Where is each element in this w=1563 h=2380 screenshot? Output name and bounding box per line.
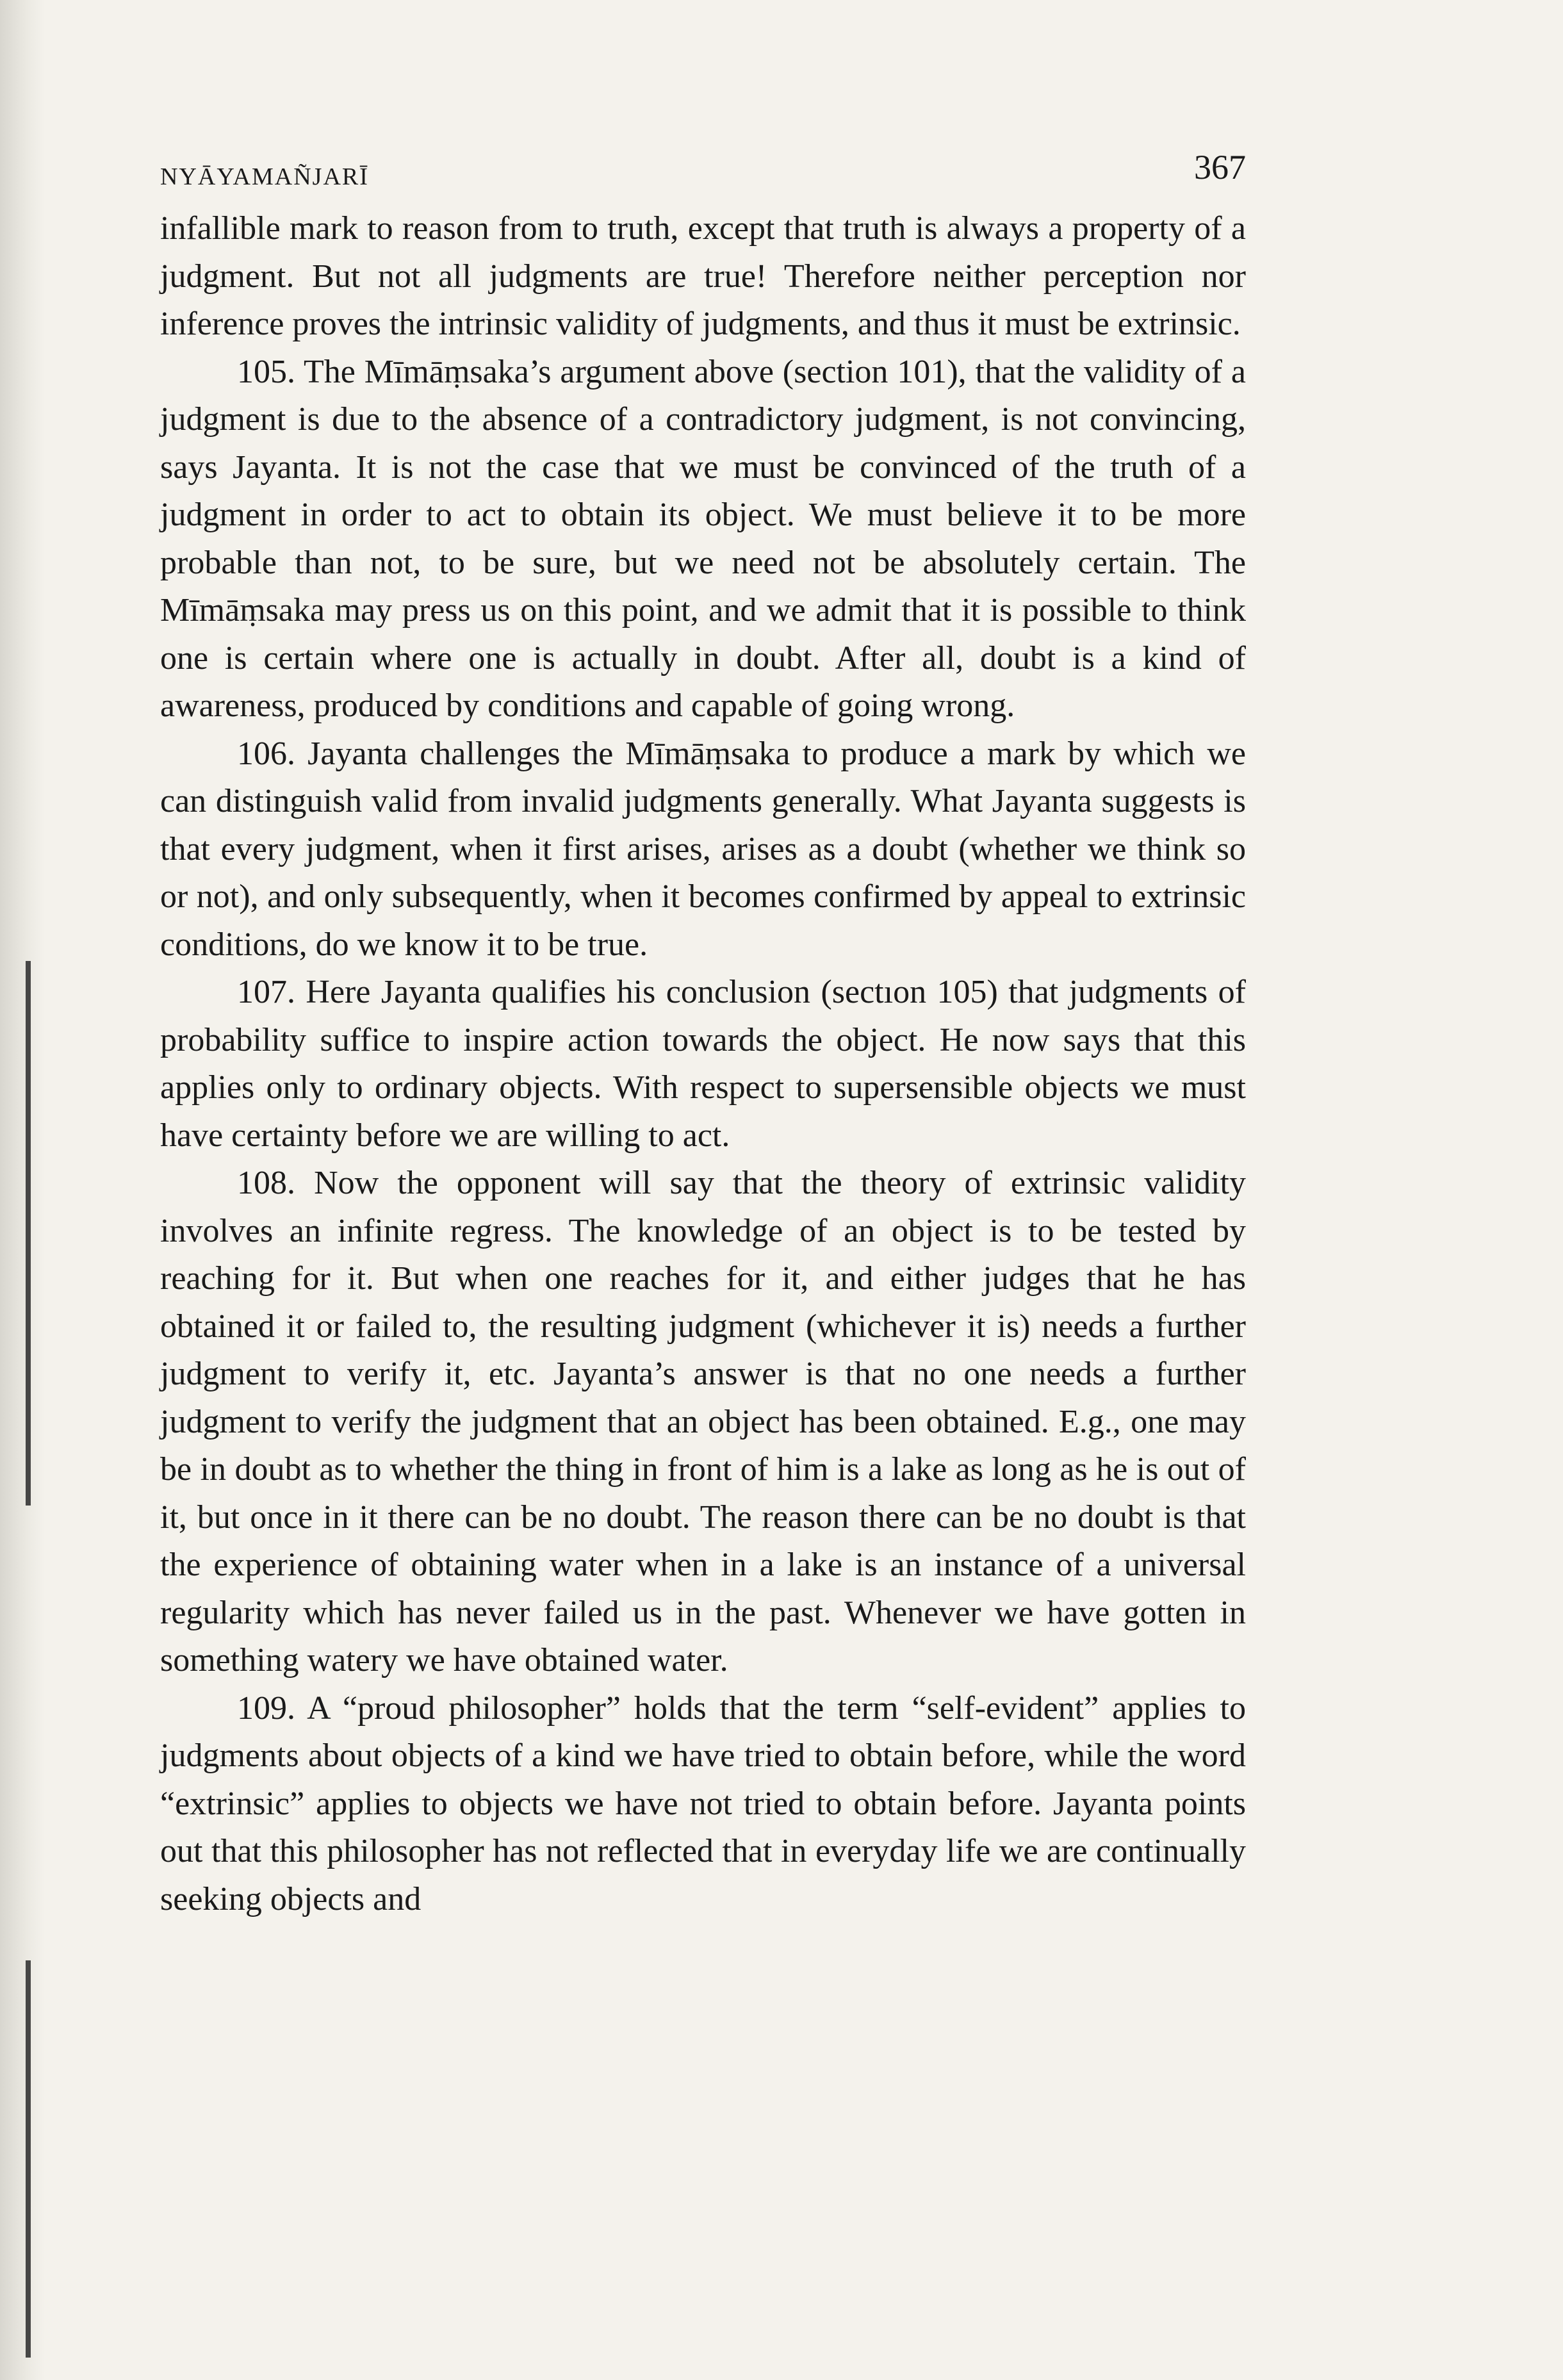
running-title: NYĀYAMAÑJARĪ: [160, 163, 369, 190]
paragraph-108: 108. Now the opponent will say that the theory of extrinsic validity involves an infinite regress. The knowledge of an object is to be tested by reaching for it. But when one reaches for it, and either judges that he has obtained it or failed to, the resulting judgment (whichever it is) needs a further judgment to verify it, etc. Jayanta’s answer is that no one needs a further judgment to verify the judgment that an object has been obtained. E.g., one may be in doubt as to whether the thing in front of him is a lake as long as he is out of it, but once in it there can be no doubt. The reason there can be no doubt is that the experience of obtaining water when in a lake is an instance of a universal regularity which has never failed us in the past. Whenever we have gotten in something watery we have obtained water.: [160, 1165, 1246, 1678]
paragraph-105: 105. The Mīmāṃsaka’s argument above (section 101), that the validity of a judgment is due to the absence of a contradictory judgment, is not convincing, says Jayanta. It is not the case that we must be convinced of the truth of a judgment in order to act to obtain its object. We must believe it to be more probable than not, to be sure, but we need not be absolutely certain. The Mīmāṃsaka may press us on this point, and we admit that it is possible to think one is certain where one is actually in doubt. After all, doubt is a kind of awareness, produced by conditions and capable of going wrong.: [160, 353, 1246, 724]
paragraph-106: 106. Jayanta challenges the Mīmāṃsaka to produce a mark by which we can distinguish valid from invalid judgments generally. What Jayanta suggests is that every judgment, when it first arises, arises as a doubt (whether we think so or not), and only subsequently, when it becomes confirmed by appeal to extrinsic conditions, do we know it to be true.: [160, 735, 1246, 963]
running-head: [160, 147, 1246, 205]
binding-shadow-upper: [26, 961, 31, 1506]
page-number: 367: [1194, 148, 1246, 186]
binding-shadow-lower: [26, 1960, 31, 2358]
paragraph-109: 109. A “proud philosopher” holds that the term “self-evident” applies to judgments about objects of a kind we have tried to obtain before, while the word “extrinsic” applies to objects we have not tried to obtain before. Jayanta points out that this philosopher has not reflected that in everyday life we are continually seeking objects and: [160, 1689, 1246, 1917]
paragraph-107: 107. Here Jayanta qualifies his conclusion (sectıon 105) that judgments of probability suffice to inspire action towards the object. He now says that this applies only to ordinary objects. With respect to supersensible objects we must have certainty before we are willing to act.: [160, 974, 1246, 1154]
body-text: [160, 205, 1246, 1923]
book-page: [160, 147, 1246, 1923]
binding-edge: [0, 0, 45, 2380]
paragraph-continuation: infallible mark to reason from to truth, except that truth is always a property of a judgment. But not all judgments are true! Therefore neither perception nor inference proves the intrinsic validity of judgments, and thus it must be extrinsic.: [160, 210, 1246, 342]
